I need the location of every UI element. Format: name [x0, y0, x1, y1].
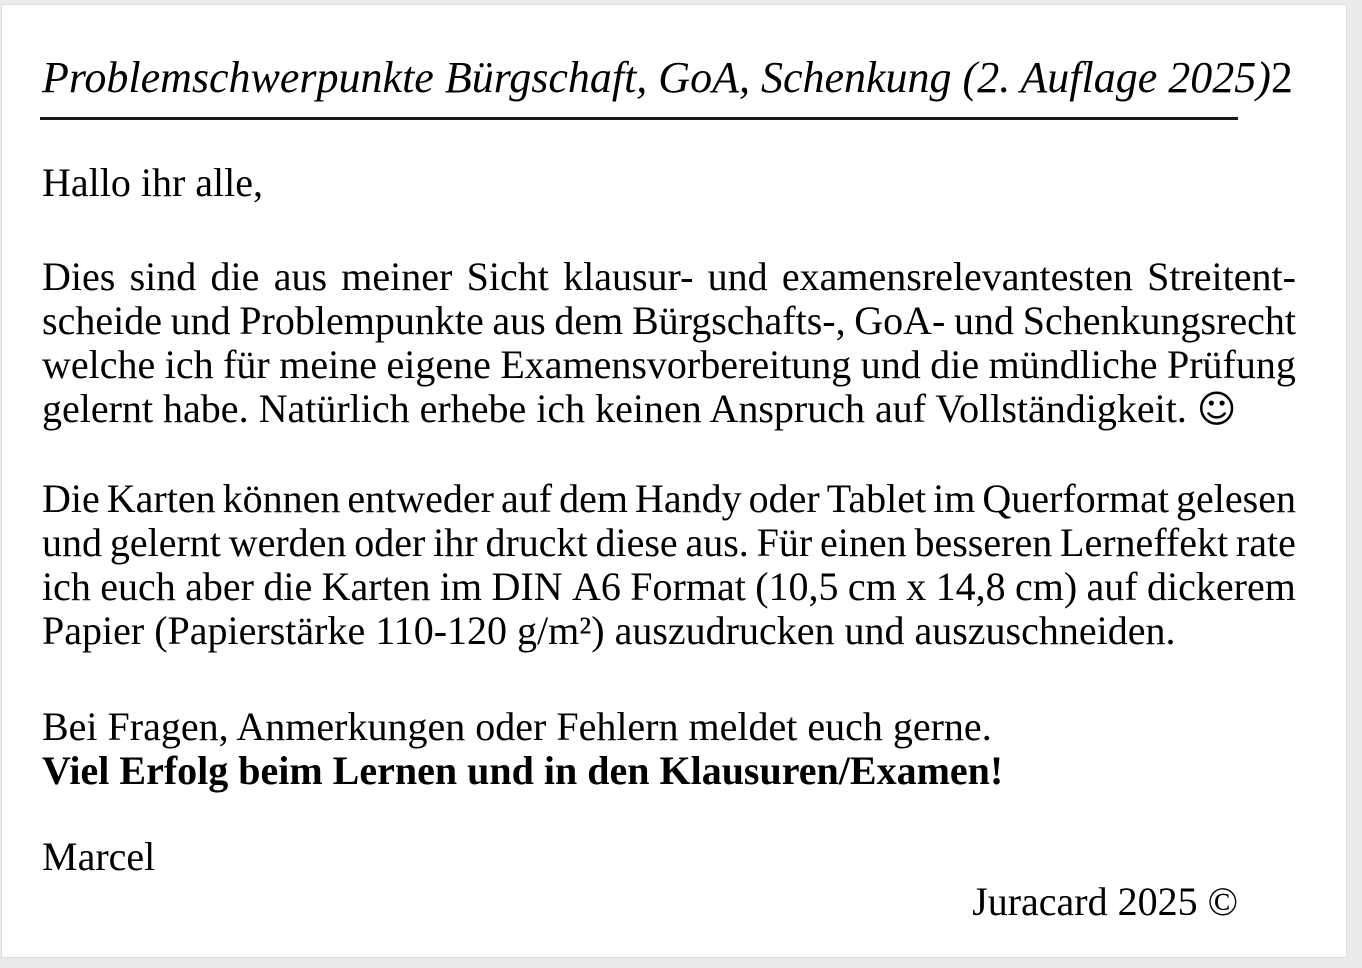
header-title: Problemschwerpunkte Bürgschaft, GoA, Schenkung (2. Auflage 2025) — [42, 53, 1271, 102]
smiley-icon: ☺ — [1196, 387, 1237, 431]
text-line: Die Karten können entweder auf dem Handy oder Tablet im Querformat gelesen — [42, 476, 1296, 521]
text-line: gelernt habe. Natürlich erhebe ich keinen Anspruch auf Vollständigkeit. ☺ — [42, 386, 1237, 431]
text-line: welche ich für meine eigene Examensvorbereitung und die mündliche Prüfung — [42, 342, 1296, 387]
copyright-credit: Juracard 2025 © — [972, 879, 1238, 924]
header-rule — [40, 117, 1238, 120]
text-line: Viel Erfolg beim Lernen und in den Klausuren/Examen! — [42, 748, 1004, 793]
text-line: Dies sind die aus meiner Sicht klausur- und examensrelevantesten Streitent- — [42, 254, 1296, 299]
text-line: scheide und Problempunkte aus dem Bürgschafts-, GoA- und Schenkungsrecht — [42, 298, 1296, 343]
page-header — [42, 53, 1293, 103]
text-line: und gelernt werden oder ihr druckt diese aus. Für einen besseren Lerneffekt rate — [42, 520, 1296, 565]
header-page-number: 2 — [1270, 53, 1293, 102]
paragraph — [42, 477, 1296, 653]
signature-name: Marcel — [42, 834, 156, 879]
text-line: Papier (Papierstärke 110-120 g/m²) auszudrucken und auszuschneiden. — [42, 608, 1176, 653]
text-line: Bei Fragen, Anmerkungen oder Fehlern meldet euch gerne. — [42, 704, 992, 749]
paragraph — [42, 255, 1296, 431]
document-page — [2, 5, 1346, 957]
greeting-line: Hallo ihr alle, — [42, 160, 264, 205]
paragraph — [42, 705, 1296, 793]
text-line: ich euch aber die Karten im DIN A6 Format (10,5 cm x 14,8 cm) auf dickerem — [42, 564, 1296, 609]
